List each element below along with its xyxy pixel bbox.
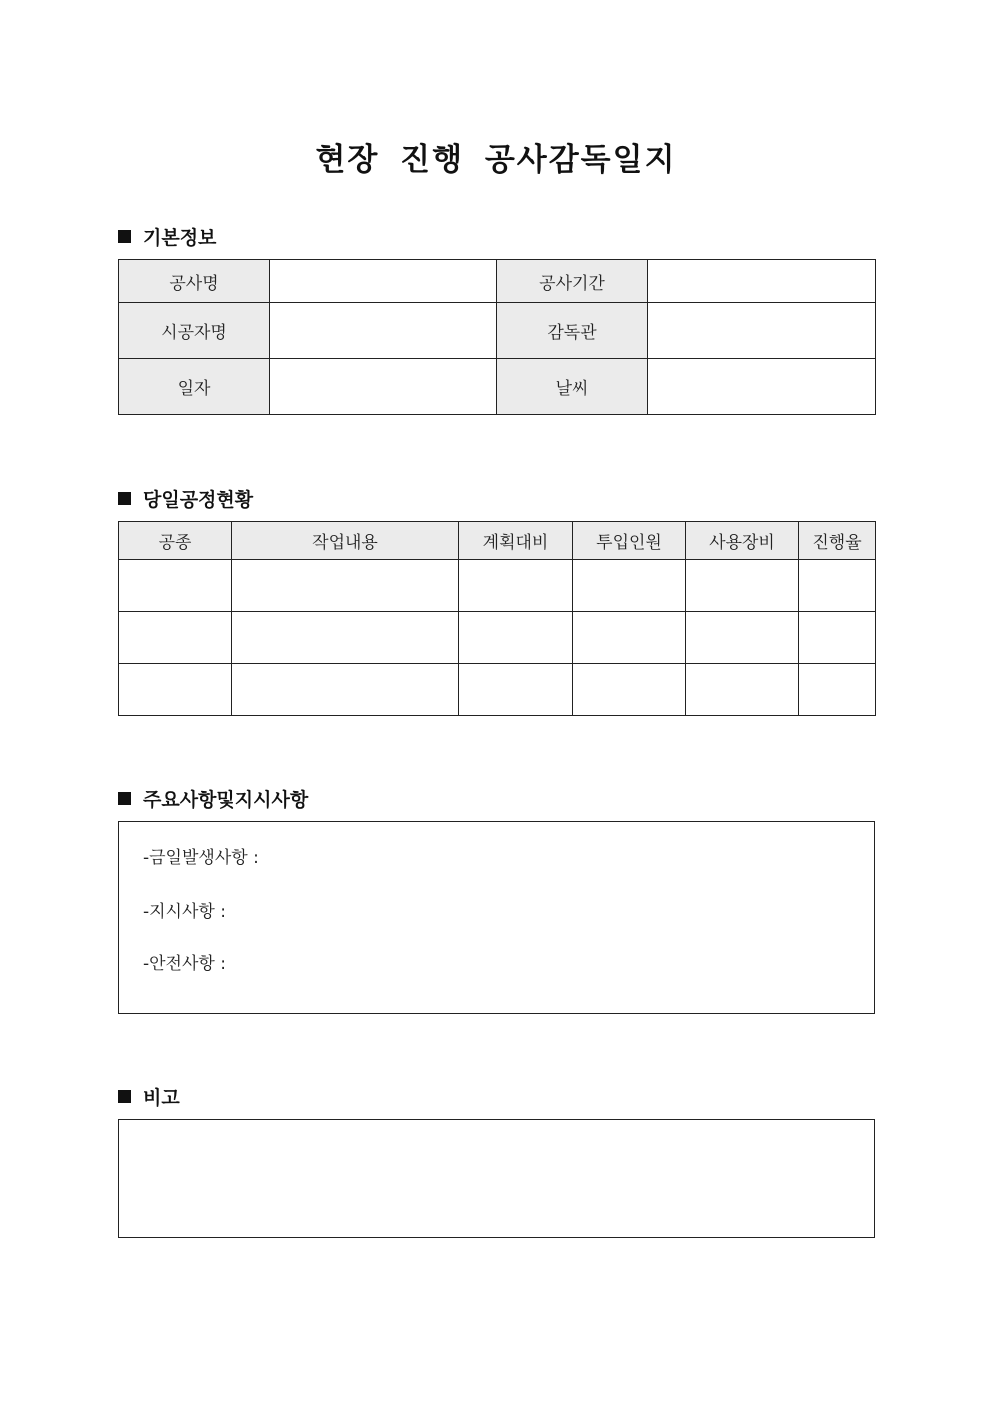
table-cell[interactable] <box>573 664 686 716</box>
table-cell[interactable] <box>686 560 799 612</box>
date-field[interactable] <box>270 359 497 415</box>
table-cell[interactable] <box>119 664 232 716</box>
table-cell[interactable] <box>459 664 573 716</box>
section-heading-instructions <box>118 785 308 812</box>
section-heading-remarks <box>118 1083 180 1110</box>
section-heading-label: 비고 <box>143 1087 180 1109</box>
section-heading-label: 당일공정현황 <box>143 489 254 511</box>
remarks-box[interactable] <box>118 1119 875 1238</box>
table-cell[interactable] <box>686 612 799 664</box>
header-equipment: 사용장비 <box>686 522 799 560</box>
square-bullet-icon <box>118 492 131 505</box>
basic-info-row <box>119 260 876 303</box>
table-cell[interactable] <box>232 560 459 612</box>
table-cell[interactable] <box>799 560 876 612</box>
project-name-field[interactable] <box>270 260 497 303</box>
basic-info-row <box>119 303 876 359</box>
table-row <box>119 612 876 664</box>
table-cell[interactable] <box>232 664 459 716</box>
label-date: 일자 <box>119 359 270 415</box>
table-cell[interactable] <box>459 612 573 664</box>
section-heading-basic-info <box>118 223 216 250</box>
table-row <box>119 560 876 612</box>
table-cell[interactable] <box>119 612 232 664</box>
table-cell[interactable] <box>573 560 686 612</box>
incident-line: -금일발생사항 : <box>143 848 259 868</box>
process-header-row <box>119 522 876 560</box>
header-work-content: 작업내용 <box>232 522 459 560</box>
table-cell[interactable] <box>119 560 232 612</box>
section-heading-label: 주요사항및지시사항 <box>143 789 309 811</box>
header-vs-plan: 계획대비 <box>459 522 573 560</box>
label-weather: 날씨 <box>497 359 648 415</box>
table-cell[interactable] <box>799 612 876 664</box>
header-personnel: 투입인원 <box>573 522 686 560</box>
header-work-type: 공종 <box>119 522 232 560</box>
label-contractor-name: 시공자명 <box>119 303 270 359</box>
document-title: 현장 진행 공사감독일지 <box>315 142 677 178</box>
section-heading-label: 기본정보 <box>143 227 217 249</box>
supervisor-field[interactable] <box>648 303 876 359</box>
table-cell[interactable] <box>686 664 799 716</box>
square-bullet-icon <box>118 1090 131 1103</box>
table-row <box>119 664 876 716</box>
basic-info-table <box>118 259 876 415</box>
table-cell[interactable] <box>799 664 876 716</box>
weather-field[interactable] <box>648 359 876 415</box>
safety-line: -안전사항 : <box>143 954 226 974</box>
instruction-line: -지시사항 : <box>143 902 226 922</box>
project-period-field[interactable] <box>648 260 876 303</box>
square-bullet-icon <box>118 792 131 805</box>
square-bullet-icon <box>118 230 131 243</box>
label-supervisor: 감독관 <box>497 303 648 359</box>
basic-info-row <box>119 359 876 415</box>
table-cell[interactable] <box>232 612 459 664</box>
section-heading-process <box>118 485 253 512</box>
table-cell[interactable] <box>459 560 573 612</box>
process-table <box>118 521 876 716</box>
header-progress-rate: 진행율 <box>799 522 876 560</box>
contractor-name-field[interactable] <box>270 303 497 359</box>
label-project-period: 공사기간 <box>497 260 648 303</box>
instructions-box[interactable] <box>118 821 875 1014</box>
table-cell[interactable] <box>573 612 686 664</box>
label-project-name: 공사명 <box>119 260 270 303</box>
